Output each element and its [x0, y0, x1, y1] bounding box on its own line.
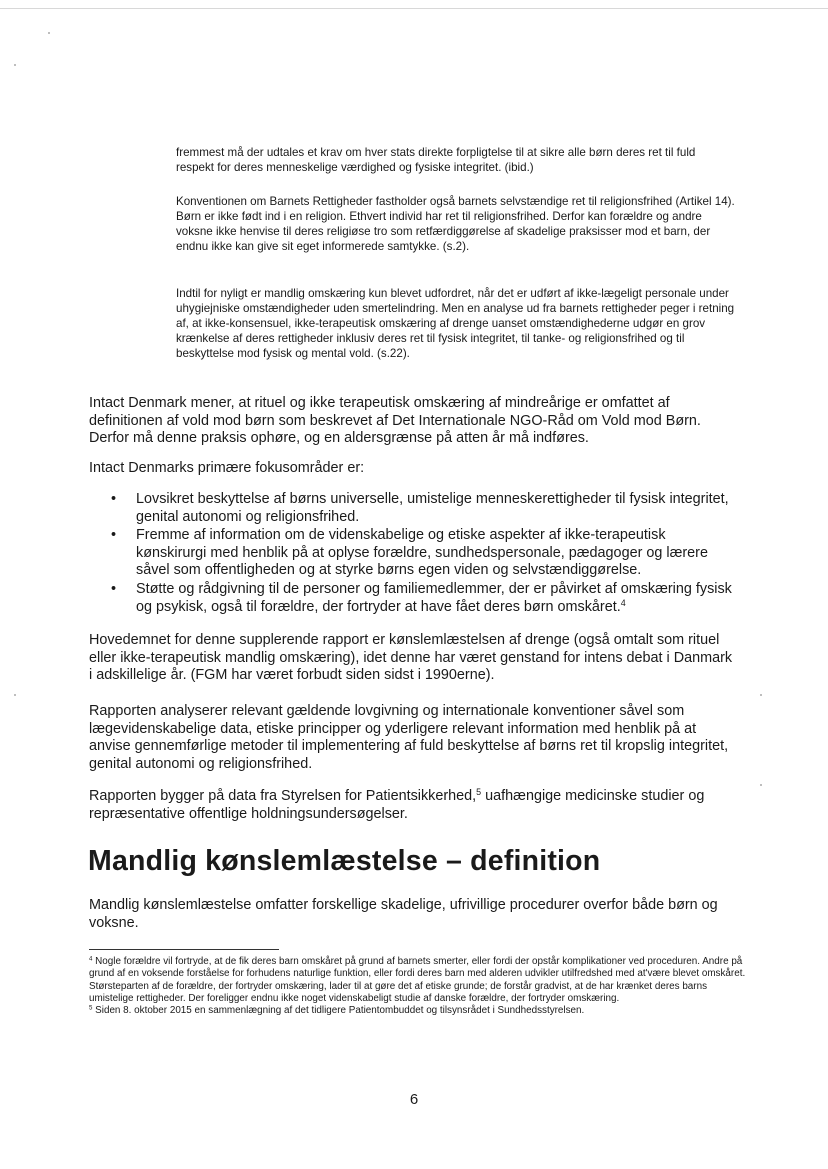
footnote-number: 5 [89, 1004, 93, 1012]
footnote-number: 4 [89, 955, 93, 963]
footnote-4 [89, 956, 749, 1005]
paragraph-violence-definition: Intact Denmark mener, at rituel og ikke terapeutisk omskæring af mindreårige er omfattet af definitionen af vold mod børn som beskrevet af Det Internationale NGO-Råd om Vold mod Børn. Derfor må denne praksis ophøre, og en aldersgrænse på atten år må indføres. [89, 395, 701, 447]
paragraph-report-analysis: Rapporten analyserer relevant gældende lovgivning og internationale konventioner såvel som lægevidenskabelige data, etiske principper og yderligere relevant information med henblik på at anvise gennemførlige metoder til implementering af fuld beskyttelse af børns ret til kropslig integritet, genital autonomi og religionsfrihed. [89, 703, 729, 772]
scan-speck [14, 694, 16, 696]
page-number: 6 [409, 1091, 419, 1108]
footnotes [89, 956, 749, 1017]
list-item-text: Lovsikret beskyttelse af børns universelle, umistelige menneskerettigheder til fysisk integritet, genital autonomi og religionsfrihed. [136, 491, 729, 525]
paragraph-main-subject: Hovedemnet for denne supplerende rapport er kønslemlæstelsen af drenge (også omtalt som rituel eller ikke-terapeutisk mandlig omskæring), idet denne har været genstand for intens debat i Danmark i adskillelige år. (FGM har været forbudt siden sidst i 1990erne). [89, 632, 733, 684]
bullet-icon: • [111, 491, 117, 507]
paragraph-definition: Mandlig kønslemlæstelse omfatter forskellige skadelige, ufrivillige procedurer overfor både børn og voksne. [89, 897, 718, 931]
block-quote-1: fremmest må der udtales et krav om hver stats direkte forpligtelse til at sikre alle børn deres ret til fuld respekt for deres menneskelige værdighed og fysiske integritet. (ibid.) [176, 146, 696, 174]
list-item-text: Fremme af information om de videnskabelige og etiske aspekter af ikke-terapeutisk kønskirurgi med henblik på at oplyse forældre, sundhedspersonale, pædagoger og lærere såvel som offentligheden og at styrke børns egen viden og selvstændiggørelse. [136, 527, 708, 579]
footnote-text: Nogle forældre vil fortryde, at de fik deres barn omskåret på grund af barnets smerter, eller fordi der opstår komplikationer ved proceduren. Andre på grund af en voksende forståelse for forhudens naturlige funktion, eller fordi deres barn med alderen udvikler utilfredshed med at'være blevet omskåret. Størsteparten af de forældre, der fortryder omskæring, lader til at gøre det af etiske grunde; de forstår gradvist, at de har krænket deres barns umistelige rettigheder. Der foreligger endnu ikke noget videnskabeligt studie af danske forældre, der fortryder omskæring. [89, 956, 746, 1004]
footnote-ref-4[interactable]: 4 [620, 597, 626, 608]
footnote-divider [89, 949, 279, 950]
paragraph-focus-intro: Intact Denmarks primære fokusområder er: [89, 460, 365, 476]
paragraph-data-sources [89, 788, 739, 823]
list-item-text: Støtte og rådgivning til de personer og familiemedlemmer, der er påvirket af omskæring fysisk og psykisk, også til forældre, der fortryder at have fået deres børn omskåret. [136, 580, 732, 615]
scan-speck [14, 64, 16, 66]
list-item [89, 527, 739, 580]
list-item [89, 491, 739, 526]
section-heading: Mandlig kønslemlæstelse – definition [88, 845, 601, 877]
data-sources-text: Rapporten bygger på data fra Styrelsen for Patientsikkerhed, [89, 788, 477, 804]
data-sources-text-cont: uafhængige medicinske studier og repræsentative offentlige holdningsundersøgelser. [89, 788, 705, 822]
block-quote-2: Konventionen om Barnets Rettigheder fastholder også barnets selvstændige ret til religionsfrihed (Artikel 14). Børn er ikke født ind i en religion. Ethvert individ har ret til religionsfrihed. Derfor kan forældre og andre voksne ikke henvise til deres religiøse tro som retfærdiggørelse af skadelige praksisser mod et barn, der endnu ikke kan give sit eget informerede samtykke. (s.2). [176, 195, 735, 253]
bullet-icon: • [111, 580, 117, 597]
list-item [89, 581, 739, 616]
page-top-edge [0, 8, 828, 9]
bullet-icon: • [111, 527, 117, 544]
scan-speck [48, 32, 50, 34]
focus-areas-list [89, 491, 739, 617]
scan-speck [760, 694, 762, 696]
block-quote-3: Indtil for nyligt er mandlig omskæring kun blevet udfordret, når det er udført af ikke-lægeligt personale under uhygiejniske omstændigheder uden smertelindring. Men en analyse ud fra barnets rettigheder peger i retning af, at ikke-konsensuel, ikke-terapeutisk omskæring af drenge uanset omstændighederne udgør en grov krænkelse af deres rettigheder inklusiv deres ret til fysisk integritet, til tanke- og religionsfrihed og til beskyttelse mod fysisk og mental vold. (s.22). [176, 287, 735, 360]
footnote-text: Siden 8. oktober 2015 en sammenlægning af det tidligere Patientombuddet og tilsynsrådet i Sundhedsstyrelsen. [92, 1005, 585, 1017]
scan-speck [760, 784, 762, 786]
footnote-5 [89, 1005, 749, 1017]
footnote-ref-5[interactable]: 5 [476, 787, 482, 798]
